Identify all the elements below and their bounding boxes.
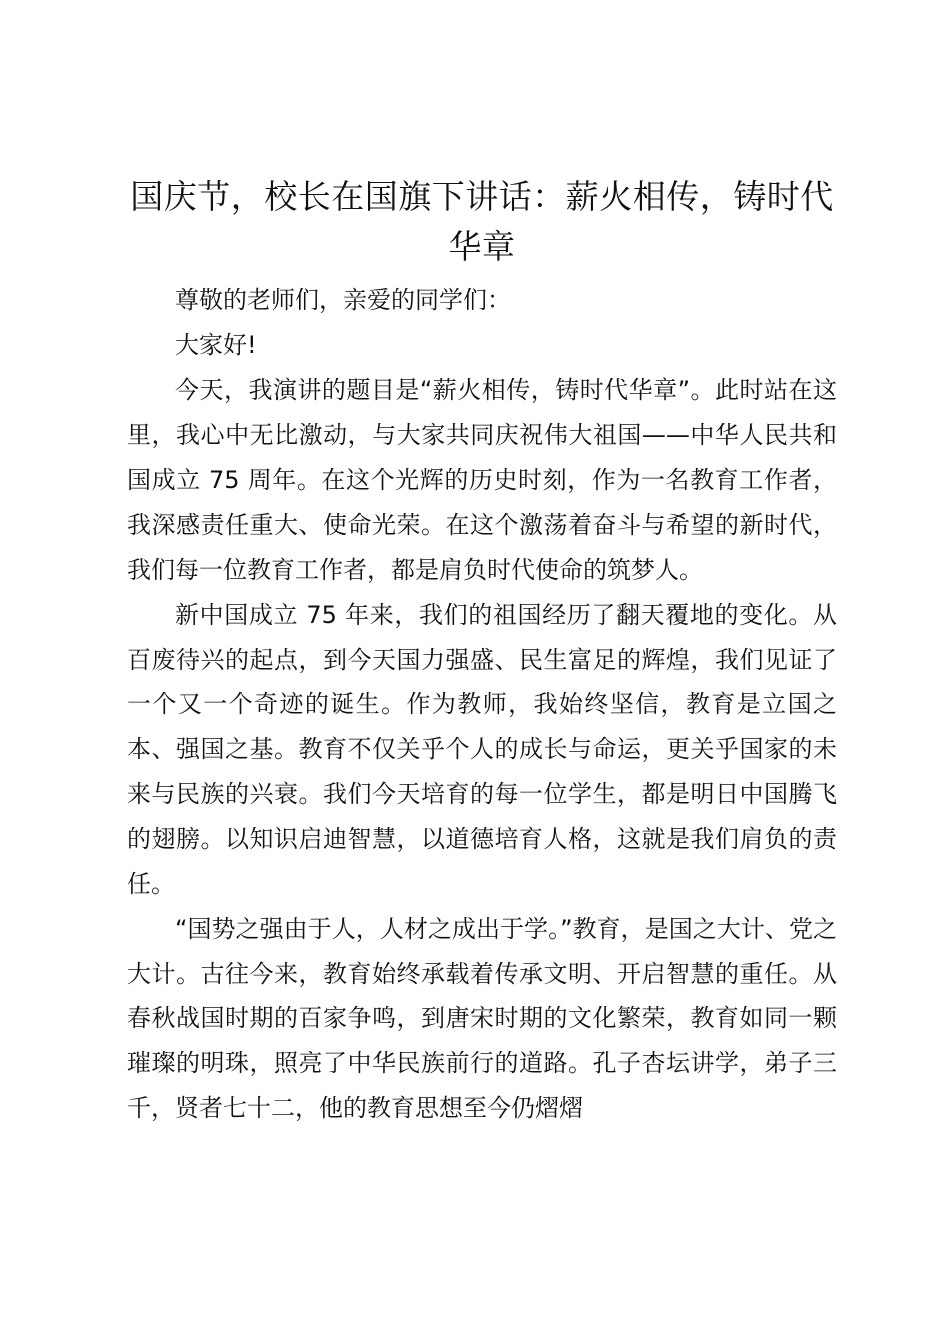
- salutation-paragraph: 尊敬的老师们，亲爱的同学们：: [175, 286, 511, 314]
- body-paragraph: 今天，我演讲的题目是“薪火相传，铸时代华章”。此时站在这里，我心中无比激动，与大家共同庆祝伟大祖国——中华人民共和国成立 75 周年。在这个光辉的历史时刻，作为一名教育工作者，我深感责任重大、使命光荣。在这个激荡着奋斗与希望的新时代，我们每一位教育工作者，都是肩负时代使命的筑梦人。: [127, 376, 837, 584]
- body-paragraph: “国势之强由于人，人材之成出于学。”教育，是国之大计、党之大计。古往今来，教育始终承载着传承文明、开启智慧的重任。从春秋战国时期的百家争鸣，到唐宋时期的文化繁荣，教育如同一颗璀璨的明珠，照亮了中华民族前行的道路。孔子杏坛讲学，弟子三千，贤者七十二，他的教育思想至今仍熠熠: [127, 914, 837, 1122]
- body-paragraph: 新中国成立 75 年来，我们的祖国经历了翻天覆地的变化。从百废待兴的起点，到今天国力强盛、民生富足的辉煌，我们见证了一个又一个奇迹的诞生。作为教师，我始终坚信，教育是立国之本、强国之基。教育不仅关乎个人的成长与命运，更关乎国家的未来与民族的兴衰。我们今天培育的每一位学生，都是明日中国腾飞的翅膀。以知识启迪智慧，以道德培育人格，这就是我们肩负的责任。: [127, 600, 837, 898]
- greeting-paragraph: 大家好!: [175, 331, 257, 360]
- document-title: 国庆节，校长在国旗下讲话：薪火相传，铸时代华章: [130, 177, 834, 266]
- document-body: [127, 172, 837, 1131]
